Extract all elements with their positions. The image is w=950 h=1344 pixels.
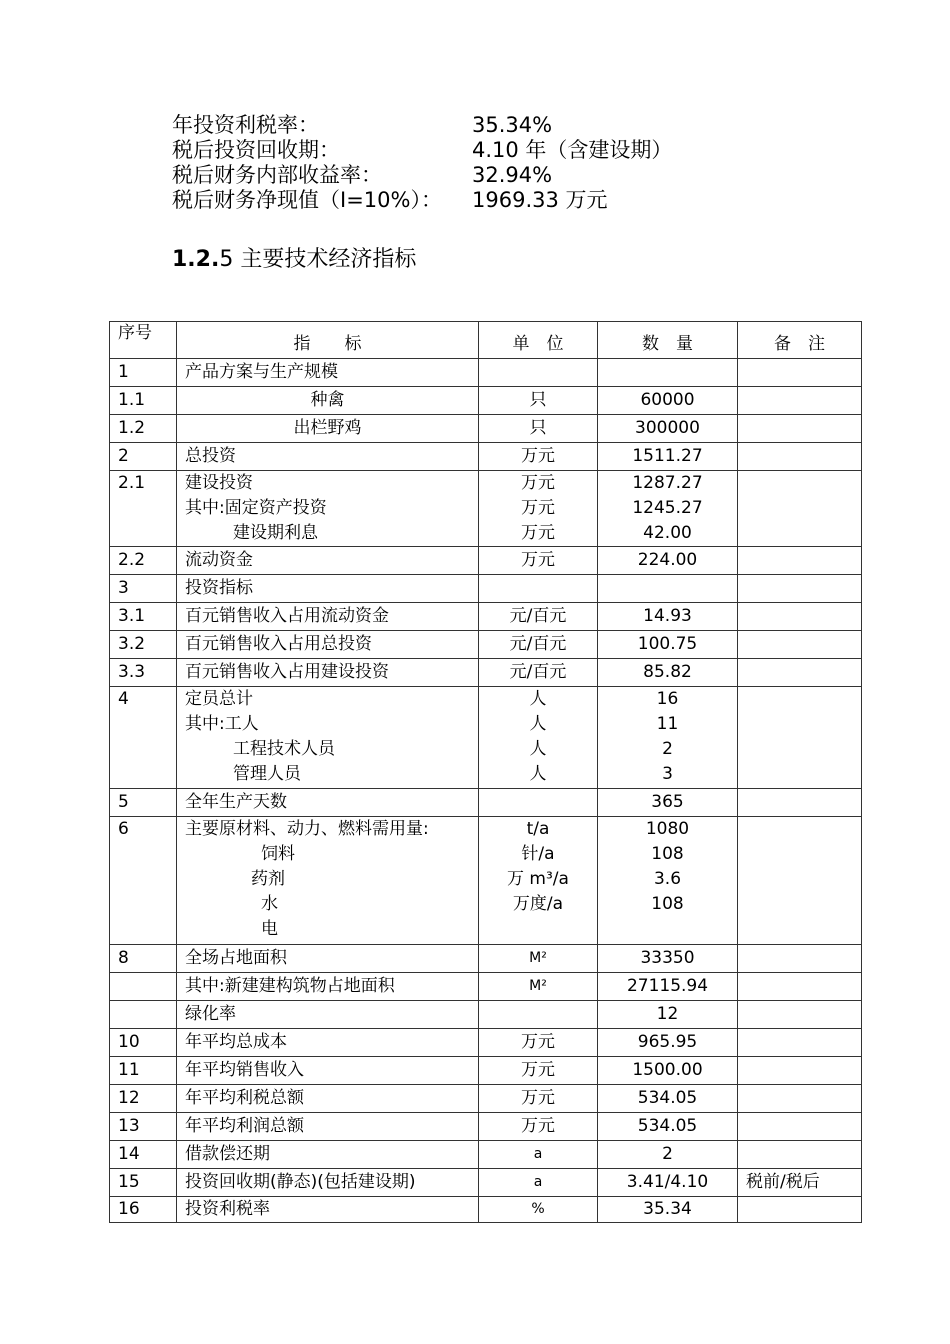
header-quantity: 数 量 [642, 334, 693, 354]
row-unit-cell [479, 443, 598, 471]
row-quantity: 12 [656, 1004, 679, 1024]
header-index-cell [110, 322, 177, 359]
row-quantity: 2 [662, 739, 673, 759]
row-index-cell [110, 973, 177, 1001]
row-indicator: 投资回收期(静态)(包括建设期) [185, 1172, 416, 1192]
row-indicator: 年平均总成本 [185, 1032, 287, 1052]
row-indicator: 种禽 [310, 390, 345, 410]
row-quantity: 14.93 [643, 606, 692, 626]
section-heading [172, 242, 416, 273]
row-index-cell [110, 945, 177, 973]
row-indicator: 百元销售收入占用建设投资 [185, 662, 389, 682]
row-indicator: 投资指标 [185, 578, 253, 598]
row-remark-cell [738, 547, 862, 575]
row-index-cell [110, 631, 177, 659]
row-indicator: 全场占地面积 [185, 948, 287, 968]
table-row [110, 1141, 862, 1169]
row-unit: 元/百元 [509, 606, 567, 626]
row-indicator-cell [177, 973, 479, 1001]
row-quantity: 534.05 [637, 1116, 698, 1136]
row-unit: 万元 [521, 550, 555, 570]
summary-label: 税后财务净现值（I=10%）： [172, 188, 442, 212]
row-remark-cell [738, 471, 862, 547]
row-quantity: 108 [651, 844, 684, 864]
row-remark-cell [738, 973, 862, 1001]
row-indicator: 其中:工人 [185, 714, 259, 734]
table-row [110, 1029, 862, 1057]
row-remark-cell [738, 415, 862, 443]
row-remark-cell [738, 687, 862, 789]
row-unit: % [531, 1201, 545, 1217]
summary-value: 32.94% [472, 163, 553, 187]
row-quantity: 300000 [635, 418, 700, 438]
row-quantity: 85.82 [643, 662, 692, 682]
row-indicator: 水 [261, 894, 278, 914]
row-remark-cell [738, 945, 862, 973]
table-row [110, 1085, 862, 1113]
row-unit: 只 [529, 390, 547, 410]
row-remark-cell [738, 1113, 862, 1141]
row-indicator: 借款偿还期 [185, 1144, 270, 1164]
table-header-row [110, 322, 862, 359]
row-index: 8 [118, 948, 129, 968]
table-row [110, 547, 862, 575]
row-indicator-cell [177, 659, 479, 687]
row-unit: M² [529, 950, 547, 966]
row-unit: 元/百元 [509, 662, 567, 682]
row-remark-cell [738, 443, 862, 471]
row-unit-cell [479, 945, 598, 973]
row-quantity: 365 [651, 792, 684, 812]
row-indicator: 出栏野鸡 [293, 418, 362, 438]
row-unit: 人 [529, 739, 547, 759]
row-index-cell [110, 575, 177, 603]
row-quantity-cell [598, 1113, 738, 1141]
row-index-cell [110, 1169, 177, 1197]
row-quantity: 1080 [645, 819, 690, 839]
row-index-cell [110, 1085, 177, 1113]
row-unit: 万元 [521, 446, 555, 466]
row-index: 3.2 [118, 634, 146, 654]
row-unit-cell [479, 415, 598, 443]
row-index-cell [110, 1141, 177, 1169]
row-indicator: 投资利税率 [185, 1199, 270, 1219]
row-unit-cell [479, 575, 598, 603]
row-unit: M² [529, 978, 547, 994]
table-row [110, 471, 862, 547]
row-unit-cell [479, 1029, 598, 1057]
row-index-cell [110, 471, 177, 547]
row-quantity-cell [598, 789, 738, 817]
table-row [110, 387, 862, 415]
indicators-table [109, 321, 862, 1223]
row-indicator-cell [177, 443, 479, 471]
row-indicator: 年平均利润总额 [185, 1116, 304, 1136]
row-unit-cell [479, 1057, 598, 1085]
table-row [110, 687, 862, 789]
row-indicator: 总投资 [185, 446, 236, 466]
row-remark-cell [738, 603, 862, 631]
row-quantity: 1245.27 [632, 498, 703, 518]
row-remark-cell [738, 1169, 862, 1197]
row-unit-cell [479, 387, 598, 415]
row-index-cell [110, 547, 177, 575]
row-index-cell [110, 659, 177, 687]
row-indicator: 流动资金 [185, 550, 253, 570]
row-index: 14 [118, 1144, 140, 1164]
row-quantity: 534.05 [637, 1088, 698, 1108]
row-quantity-cell [598, 945, 738, 973]
row-unit-cell [479, 631, 598, 659]
row-quantity-cell [598, 1141, 738, 1169]
row-indicator: 主要原材料、动力、燃料需用量: [185, 819, 429, 839]
row-unit-cell [479, 789, 598, 817]
row-indicator: 产品方案与生产规模 [185, 362, 338, 382]
row-index: 4 [118, 689, 129, 709]
table-row [110, 1169, 862, 1197]
row-quantity: 224.00 [637, 550, 698, 570]
summary-value: 4.10 年（含建设期） [472, 138, 673, 162]
row-quantity-cell [598, 659, 738, 687]
row-indicator: 建设投资 [185, 473, 253, 493]
summary-value: 1969.33 万元 [472, 188, 608, 212]
row-quantity-cell [598, 471, 738, 547]
row-unit: t/a [526, 819, 550, 839]
row-indicator-cell [177, 1085, 479, 1113]
row-remark-cell [738, 817, 862, 945]
row-index: 3 [118, 578, 129, 598]
row-indicator: 管理人员 [233, 764, 301, 784]
row-remark-cell [738, 1085, 862, 1113]
row-quantity: 1500.00 [632, 1060, 703, 1080]
row-unit: 万元 [521, 1032, 555, 1052]
row-indicator-cell [177, 359, 479, 387]
row-quantity-cell [598, 1197, 738, 1223]
section-number: 1.2. [172, 247, 220, 272]
row-index-cell [110, 789, 177, 817]
row-indicator: 定员总计 [185, 689, 253, 709]
row-indicator-cell [177, 1001, 479, 1029]
row-index-cell [110, 1197, 177, 1223]
row-quantity: 3 [662, 764, 673, 784]
row-index: 3.1 [118, 606, 146, 626]
row-remark-cell [738, 387, 862, 415]
row-unit-cell [479, 1113, 598, 1141]
row-index: 2.1 [118, 473, 146, 493]
table-row [110, 1113, 862, 1141]
row-indicator: 建设期利息 [233, 523, 318, 543]
row-quantity-cell [598, 415, 738, 443]
row-unit: 人 [529, 689, 547, 709]
row-unit: a [533, 1146, 543, 1162]
row-unit: 人 [529, 714, 547, 734]
table-row [110, 659, 862, 687]
row-indicator-cell [177, 387, 479, 415]
row-indicator-cell [177, 603, 479, 631]
header-unit-cell [479, 322, 598, 359]
row-index: 5 [118, 792, 129, 812]
row-indicator: 饲料 [261, 844, 295, 864]
row-indicator-cell [177, 1197, 479, 1223]
table-row [110, 1001, 862, 1029]
row-index-cell [110, 443, 177, 471]
row-index-cell [110, 817, 177, 945]
row-quantity: 11 [656, 714, 679, 734]
row-quantity: 60000 [640, 390, 695, 410]
row-indicator: 年平均利税总额 [185, 1088, 304, 1108]
table-row [110, 359, 862, 387]
row-quantity: 108 [651, 894, 684, 914]
row-index: 10 [118, 1032, 140, 1052]
row-quantity-cell [598, 603, 738, 631]
row-remark-cell [738, 1197, 862, 1223]
header-indicator-cell [177, 322, 479, 359]
row-indicator: 电 [261, 919, 278, 939]
row-index: 3.3 [118, 662, 146, 682]
row-remark: 税前/税后 [746, 1172, 820, 1192]
table-row [110, 1197, 862, 1223]
row-unit-cell [479, 1169, 598, 1197]
row-quantity-cell [598, 687, 738, 789]
row-indicator-cell [177, 547, 479, 575]
row-indicator: 工程技术人员 [233, 739, 335, 759]
row-index-cell [110, 387, 177, 415]
row-unit-cell [479, 1141, 598, 1169]
row-remark-cell [738, 575, 862, 603]
summary-label: 税后财务内部收益率： [172, 163, 382, 187]
row-remark-cell [738, 631, 862, 659]
row-quantity: 1511.27 [632, 446, 703, 466]
row-unit-cell [479, 817, 598, 945]
row-indicator-cell [177, 1113, 479, 1141]
row-unit: 针/a [521, 844, 555, 864]
row-index-cell [110, 1029, 177, 1057]
table-row [110, 789, 862, 817]
row-quantity-cell [598, 1001, 738, 1029]
row-indicator: 其中:固定资产投资 [185, 498, 327, 518]
row-unit-cell [479, 359, 598, 387]
row-quantity: 33350 [640, 948, 695, 968]
row-unit: 人 [529, 764, 547, 784]
row-index: 1.2 [118, 418, 146, 438]
row-index-cell [110, 1113, 177, 1141]
row-indicator-cell [177, 817, 479, 945]
row-unit: 万元 [521, 1116, 555, 1136]
row-quantity-cell [598, 575, 738, 603]
row-indicator: 年平均销售收入 [185, 1060, 304, 1080]
row-unit-cell [479, 547, 598, 575]
row-quantity-cell [598, 631, 738, 659]
row-quantity-cell [598, 387, 738, 415]
table-row [110, 1057, 862, 1085]
header-remark: 备 注 [774, 334, 825, 354]
row-indicator: 百元销售收入占用流动资金 [185, 606, 389, 626]
row-remark-cell [738, 659, 862, 687]
row-indicator: 百元销售收入占用总投资 [185, 634, 372, 654]
row-unit-cell [479, 1085, 598, 1113]
row-remark-cell [738, 1057, 862, 1085]
table-row [110, 817, 862, 945]
row-index: 1.1 [118, 390, 146, 410]
table-row [110, 631, 862, 659]
row-quantity-cell [598, 547, 738, 575]
row-unit: 万元 [521, 523, 555, 543]
row-remark-cell [738, 1141, 862, 1169]
row-remark-cell [738, 789, 862, 817]
table-row [110, 603, 862, 631]
row-index: 2.2 [118, 550, 146, 570]
row-remark-cell [738, 1001, 862, 1029]
row-indicator: 其中:新建建构筑物占地面积 [185, 976, 395, 996]
row-unit: 元/百元 [509, 634, 567, 654]
row-quantity-cell [598, 359, 738, 387]
row-unit: 万 m³/a [507, 869, 569, 889]
row-remark-cell [738, 1029, 862, 1057]
table-row [110, 945, 862, 973]
header-index: 序号 [118, 323, 152, 343]
row-unit-cell [479, 603, 598, 631]
row-indicator-cell [177, 575, 479, 603]
row-quantity-cell [598, 1169, 738, 1197]
summary-value: 35.34% [472, 113, 553, 137]
row-indicator-cell [177, 945, 479, 973]
header-indicator: 指 标 [293, 334, 362, 354]
row-indicator-cell [177, 1029, 479, 1057]
row-quantity-cell [598, 443, 738, 471]
row-remark-cell [738, 359, 862, 387]
row-index-cell [110, 687, 177, 789]
row-index-cell [110, 603, 177, 631]
row-unit: 万元 [521, 473, 555, 493]
row-quantity: 2 [662, 1144, 673, 1164]
row-quantity-cell [598, 1029, 738, 1057]
row-index-cell [110, 415, 177, 443]
row-unit-cell [479, 1197, 598, 1223]
header-unit: 单 位 [512, 334, 564, 354]
row-indicator: 药剂 [251, 869, 285, 889]
row-unit-cell [479, 659, 598, 687]
row-index: 11 [118, 1060, 140, 1080]
row-quantity: 35.34 [643, 1199, 692, 1219]
row-unit-cell [479, 973, 598, 1001]
summary-label: 年投资利税率： [172, 113, 319, 137]
row-unit-cell [479, 471, 598, 547]
row-index: 12 [118, 1088, 140, 1108]
row-indicator-cell [177, 687, 479, 789]
row-quantity: 3.6 [653, 869, 682, 889]
row-index: 15 [118, 1172, 140, 1192]
row-indicator: 全年生产天数 [185, 792, 287, 812]
row-index-cell [110, 1001, 177, 1029]
row-index-cell [110, 359, 177, 387]
row-indicator-cell [177, 471, 479, 547]
table-row [110, 973, 862, 1001]
header-quantity-cell [598, 322, 738, 359]
row-unit: 万元 [521, 1088, 555, 1108]
row-indicator-cell [177, 631, 479, 659]
row-unit: 万元 [521, 1060, 555, 1080]
row-quantity: 42.00 [643, 523, 692, 543]
row-quantity-cell [598, 1085, 738, 1113]
row-indicator: 绿化率 [185, 1004, 236, 1024]
row-unit: a [533, 1174, 543, 1190]
row-quantity-cell [598, 973, 738, 1001]
row-unit: 万度/a [512, 894, 564, 914]
section-title: 5 主要技术经济指标 [219, 247, 417, 272]
row-indicator-cell [177, 415, 479, 443]
row-unit: 万元 [521, 498, 555, 518]
row-index: 13 [118, 1116, 140, 1136]
row-index: 1 [118, 362, 129, 382]
row-quantity: 965.95 [637, 1032, 698, 1052]
row-index-cell [110, 1057, 177, 1085]
row-quantity: 27115.94 [626, 976, 709, 996]
row-quantity-cell [598, 817, 738, 945]
row-quantity: 3.41/4.10 [626, 1172, 709, 1192]
table-row [110, 415, 862, 443]
summary-label: 税后投资回收期： [172, 138, 340, 162]
row-indicator-cell [177, 1169, 479, 1197]
row-quantity: 100.75 [637, 634, 698, 654]
row-unit: 只 [529, 418, 547, 438]
row-index: 6 [118, 819, 129, 839]
row-index: 16 [118, 1199, 140, 1219]
row-unit-cell [479, 687, 598, 789]
row-quantity: 1287.27 [632, 473, 703, 493]
header-remark-cell [738, 322, 862, 359]
row-index: 2 [118, 446, 129, 466]
row-indicator-cell [177, 1057, 479, 1085]
row-indicator-cell [177, 789, 479, 817]
table-row [110, 575, 862, 603]
table-row [110, 443, 862, 471]
row-unit-cell [479, 1001, 598, 1029]
row-quantity-cell [598, 1057, 738, 1085]
row-quantity: 16 [656, 689, 679, 709]
row-indicator-cell [177, 1141, 479, 1169]
